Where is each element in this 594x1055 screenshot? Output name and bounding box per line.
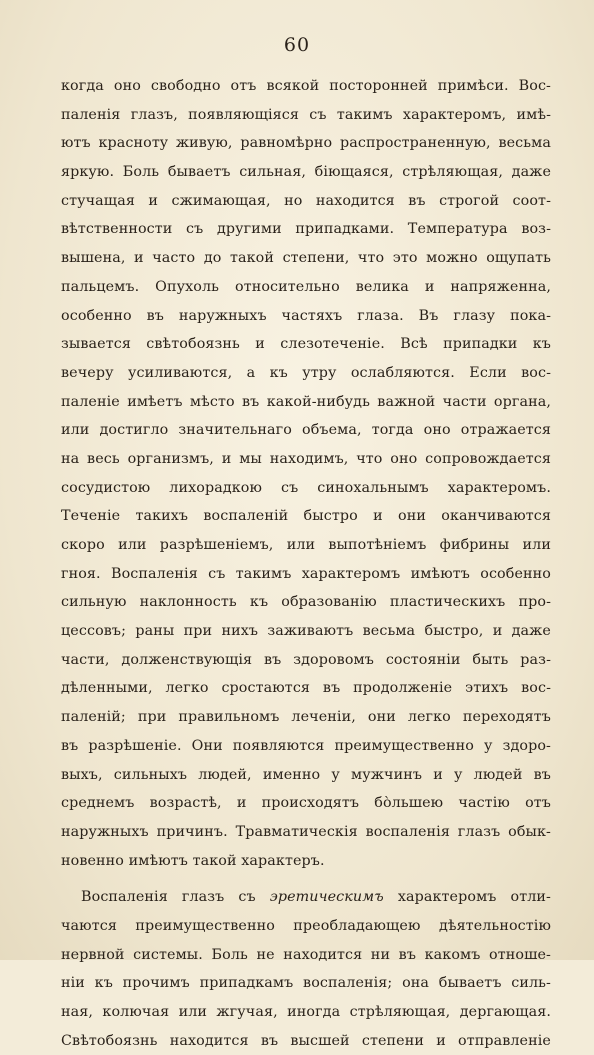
text-line: когда оно свободно отъ всякой посторонней примѣси. Вос-	[61, 78, 551, 94]
paragraph-2	[61, 883, 551, 1055]
text-line: или достигло значительнаго объема, тогда оно отражается	[61, 422, 551, 439]
text-line: части, долженствующія въ здоровомъ состояніи быть раз-	[61, 651, 551, 668]
page-number: 60	[283, 34, 311, 56]
text-line: чаются преимущественно преобладающею дѣятельностію	[61, 917, 551, 934]
text-line: зывается свѣтобоязнь и слезотеченіе. Всѣ припадки къ	[61, 336, 551, 353]
text-line: дѣленными, легко сростаются въ продолженіе этихъ вос-	[61, 680, 551, 697]
text-line: гноя. Воспаленія съ такимъ характеромъ имѣютъ особенно	[61, 565, 551, 582]
text-line: паленіе имѣетъ мѣсто въ какой-нибудь важной части органа,	[61, 393, 551, 410]
text-line: ная, колючая или жгучая, иногда стрѣляющая, дергающая.	[61, 1004, 551, 1020]
text-line: стучащая и сжимающая, но находится въ строгой соот-	[61, 192, 551, 209]
text-line: вечеру усиливаются, а къ утру ослабляются. Если вос-	[61, 364, 551, 381]
text-line: на весь организмъ, и мы находимъ, что оно сопровождается	[61, 450, 551, 467]
text-line: вышена, и часто до такой степени, что это можно ощупать	[61, 250, 551, 267]
paragraph-1	[61, 72, 551, 875]
text-line: Свѣтобоязнь находится въ высшей степени и отправленіе	[61, 1032, 551, 1049]
text-line: нервной системы. Боль не находится ни въ какомъ отноше-	[61, 946, 551, 963]
text-line: паленія глазъ, появляющіяся съ такимъ характеромъ, имѣ-	[61, 106, 551, 123]
text-line: въ разрѣшеніе. Они появляются преимущественно у здоро-	[61, 737, 551, 754]
text-line: ютъ краснотy живую, равномѣрно распространенную, весьма	[61, 135, 551, 152]
text-line: особенно въ наружныхъ частяхъ глаза. Въ глазу пока-	[61, 307, 551, 324]
text-line: сосудистою лихорадкою съ синохальнымъ характеромъ.	[61, 479, 551, 496]
text-line: ніи къ прочимъ припадкамъ воспаленія; она бываетъ силь-	[61, 975, 551, 992]
text-line: новенно имѣютъ такой характеръ.	[61, 852, 325, 869]
body-text	[61, 72, 551, 1055]
paragraph-2-first-line-before: Воспаленія глазъ съ	[81, 889, 270, 906]
text-line: Теченіе такихъ воспаленій быстро и они оканчиваются	[61, 508, 551, 525]
emphasized-term: эретическимъ	[269, 889, 384, 906]
text-line: выхъ, сильныхъ людей, именно у мужчинъ и у людей въ	[61, 766, 551, 783]
text-line: скоро или разрѣшеніемъ, или выпотѣніемъ фибрины или	[61, 537, 551, 553]
text-line: вѣтственности съ другими припадками. Температура воз-	[61, 221, 551, 238]
text-line: пальцемъ. Опухоль относительно велика и напряженна,	[61, 278, 551, 295]
text-line: среднемъ возрастѣ, и происходятъ бо̀льшею частію отъ	[61, 795, 551, 812]
text-line: цессовъ; раны при нихъ заживаютъ весьма быстро, и даже	[61, 623, 551, 640]
text-line: яркую. Боль бываетъ сильная, біющаяся, стрѣляющая, даже	[61, 164, 551, 181]
paragraph-2-first-line-after: характеромъ отли-	[383, 889, 551, 906]
text-line: паленій; при правильномъ леченіи, они легко переходятъ	[61, 709, 551, 726]
paragraph-2-first-line	[61, 883, 551, 912]
text-line: сильную наклонность къ образованію пластическихъ про-	[61, 594, 551, 611]
text-line: наружныхъ причинъ. Травматическія воспаленія глазъ обык-	[61, 823, 551, 840]
